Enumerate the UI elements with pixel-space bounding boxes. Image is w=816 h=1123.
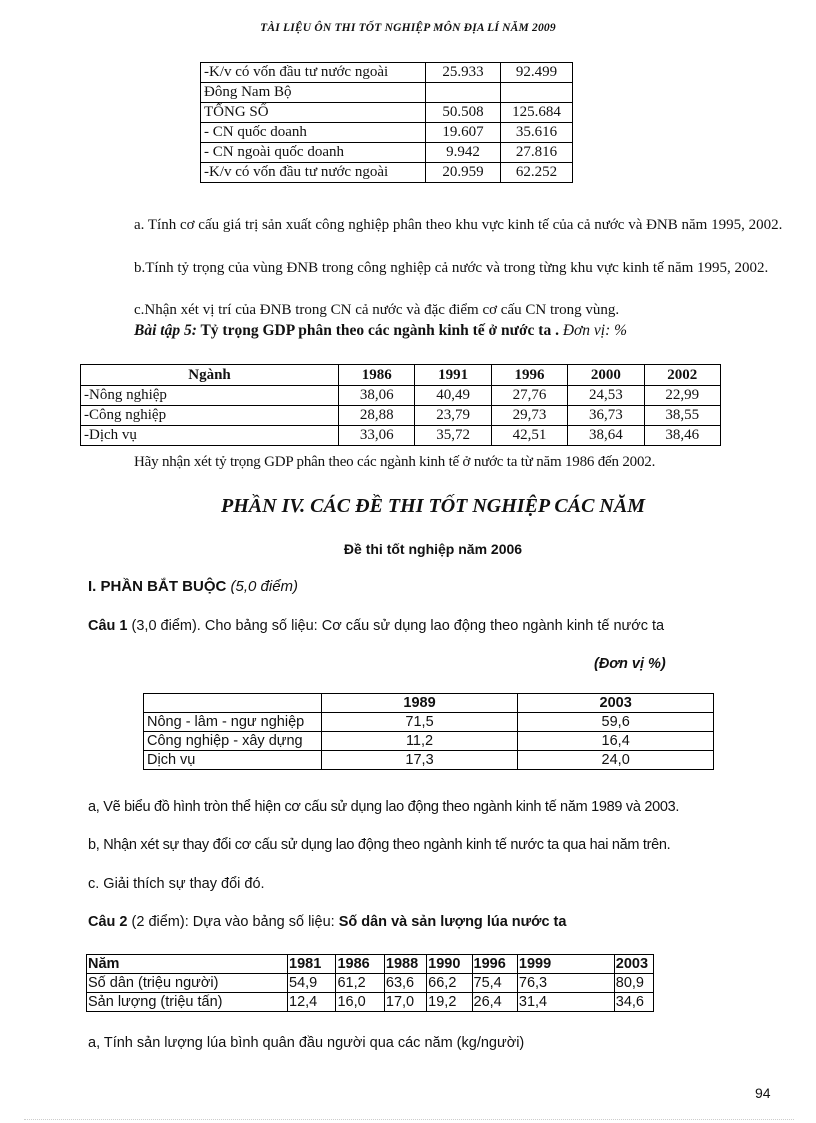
column-header: 1986 (339, 365, 415, 386)
table-cell: -K/v có vốn đầu tư nước ngoài (201, 63, 426, 83)
page-number: 94 (755, 1085, 771, 1101)
table-row (144, 751, 714, 770)
table-cell: 24,0 (518, 751, 714, 770)
table-row (201, 123, 573, 143)
table-header-row (144, 694, 714, 713)
table-cell: 42,51 (491, 426, 567, 446)
question-c: c.Nhận xét vị trí của ĐNB trong CN cả nước và đặc điểm cơ cấu CN trong vùng. (134, 302, 620, 318)
table-cell: Nông - lâm - ngư nghiệp (144, 713, 322, 732)
table-cell: 12,4 (288, 993, 336, 1012)
table-cell: 19,2 (427, 993, 472, 1012)
column-header: 2000 (568, 365, 644, 386)
table-cell: 66,2 (427, 974, 472, 993)
table-row (81, 426, 721, 446)
question-2-title: Số dân và sản lượng lúa nước ta (338, 914, 567, 930)
question-2-text: (2 điểm): Dựa vào bảng số liệu: (127, 914, 339, 930)
table-cell: 50.508 (426, 103, 501, 123)
table-cell: 75,4 (472, 974, 517, 993)
table-header-row (81, 365, 721, 386)
table-cell: -Dịch vụ (81, 426, 339, 446)
table-cell: - CN ngoài quốc doanh (201, 143, 426, 163)
question-a: a. Tính cơ cấu giá trị sản xuất công nghiệp phân theo khu vực kinh tế của cả nước và ĐNB năm 1995, 2002. (134, 217, 783, 233)
table-cell: 11,2 (321, 732, 518, 751)
table-cell: 22,99 (644, 386, 720, 406)
table-cell: - CN quốc doanh (201, 123, 426, 143)
question-2-label: Câu 2 (88, 914, 128, 930)
column-header: 2002 (644, 365, 720, 386)
question-1-b: b, Nhận xét sự thay đổi cơ cấu sử dụng lao động theo ngành kinh tế nước ta qua hai năm trên. (88, 837, 671, 853)
labor-structure-table (143, 693, 714, 770)
table-cell: 61,2 (336, 974, 384, 993)
column-header: Năm (87, 955, 288, 974)
question-1-label: Câu 1 (88, 618, 128, 634)
table-cell: 34,6 (614, 993, 653, 1012)
population-rice-table (86, 954, 654, 1012)
column-header: 1981 (288, 955, 336, 974)
table-cell: Đông Nam Bộ (201, 83, 426, 103)
question-2-a: a, Tính sản lượng lúa bình quân đầu người qua các năm (kg/người) (88, 1035, 525, 1051)
table-row (87, 993, 654, 1012)
question-2-intro (88, 914, 808, 930)
column-header: 1991 (415, 365, 491, 386)
exercise-title: Tỷ trọng GDP phân theo các ngành kinh tế ở nước ta . (196, 322, 563, 339)
question-1-text: (3,0 điểm). Cho bảng số liệu: Cơ cấu sử dụng lao động theo ngành kinh tế nước ta (127, 618, 665, 634)
table-cell: 27.816 (501, 143, 573, 163)
table-row (81, 386, 721, 406)
column-header: 1996 (491, 365, 567, 386)
question-1-intro (88, 618, 808, 634)
table-cell: 33,06 (339, 426, 415, 446)
table-cell: 38,64 (568, 426, 644, 446)
table-cell: 40,49 (415, 386, 491, 406)
page-bottom-divider (24, 1119, 794, 1120)
table-cell: 38,55 (644, 406, 720, 426)
column-header: Ngành (81, 365, 339, 386)
table-cell: Công nghiệp - xây dựng (144, 732, 322, 751)
table-row (201, 63, 573, 83)
exercise-unit: Đơn vị: % (562, 322, 628, 339)
table-row (87, 974, 654, 993)
table-cell: -Công nghiệp (81, 406, 339, 426)
table-cell: -Nông nghiệp (81, 386, 339, 406)
table-cell: 59,6 (518, 713, 714, 732)
table-cell: 9.942 (426, 143, 501, 163)
table-header-row (87, 955, 654, 974)
table-cell: 20.959 (426, 163, 501, 183)
section-points: (5,0 điểm) (230, 578, 299, 595)
table-cell: 17,0 (384, 993, 426, 1012)
column-header: 1999 (517, 955, 614, 974)
table-cell: 63,6 (384, 974, 426, 993)
table-cell: 17,3 (321, 751, 518, 770)
question-1-a: a, Vẽ biểu đồ hình tròn thể hiện cơ cấu sử dụng lao động theo ngành kinh tế năm 1989 và 2003. (88, 799, 680, 815)
table-cell: 23,79 (415, 406, 491, 426)
column-header (144, 694, 322, 713)
table-cell: TỔNG SỐ (201, 103, 426, 123)
table-cell: Dịch vụ (144, 751, 322, 770)
part-4-title: PHẦN IV. CÁC ĐỀ THI TỐT NGHIỆP CÁC NĂM (221, 495, 645, 517)
column-header: 1989 (321, 694, 518, 713)
column-header: 2003 (518, 694, 714, 713)
column-header: 1988 (384, 955, 426, 974)
question-1-unit: (Đơn vị %) (594, 656, 666, 672)
table-cell (501, 83, 573, 103)
exercise-label: Bài tập 5: (134, 322, 197, 339)
table-cell: 19.607 (426, 123, 501, 143)
table-cell: Số dân (triệu người) (87, 974, 288, 993)
column-header: 1996 (472, 955, 517, 974)
table-cell: 36,73 (568, 406, 644, 426)
table-cell: 80,9 (614, 974, 653, 993)
exercise-5-task: Hãy nhận xét tỷ trọng GDP phân theo các ngành kinh tế ở nước ta từ năm 1986 đến 2002. (134, 454, 656, 470)
table-cell: 125.684 (501, 103, 573, 123)
table-cell: Sản lượng (triệu tấn) (87, 993, 288, 1012)
table-cell: 28,88 (339, 406, 415, 426)
page-header: TÀI LIỆU ÔN THI TỐT NGHIỆP MÔN ĐỊA LÍ NĂM 2009 (260, 22, 556, 34)
table-row (81, 406, 721, 426)
table-cell: 25.933 (426, 63, 501, 83)
question-1-c: c. Giải thích sự thay đổi đó. (88, 876, 265, 892)
table-row (201, 83, 573, 103)
column-header: 1986 (336, 955, 384, 974)
table-cell: 38,46 (644, 426, 720, 446)
exam-title: Đề thi tốt nghiệp năm 2006 (343, 541, 523, 557)
table-cell: 76,3 (517, 974, 614, 993)
table-cell: 62.252 (501, 163, 573, 183)
table-cell: 71,5 (321, 713, 518, 732)
table-row (201, 103, 573, 123)
table-cell: 31,4 (517, 993, 614, 1012)
question-b: b.Tính tỷ trọng của vùng ĐNB trong công nghiệp cả nước và trong từng khu vực kinh tế năm 1995, 2002. (134, 260, 769, 276)
table-cell: 38,06 (339, 386, 415, 406)
industry-table (200, 62, 573, 183)
table-cell (426, 83, 501, 103)
table-cell: 29,73 (491, 406, 567, 426)
column-header: 1990 (427, 955, 472, 974)
table-cell: 35.616 (501, 123, 573, 143)
table-cell: 26,4 (472, 993, 517, 1012)
table-row (201, 163, 573, 183)
table-row (144, 732, 714, 751)
column-header: 2003 (614, 955, 653, 974)
table-cell: 24,53 (568, 386, 644, 406)
section-label: I. PHẦN BẮT BUỘC (88, 578, 227, 595)
table-cell: 27,76 (491, 386, 567, 406)
section-heading (88, 578, 298, 595)
table-cell: 92.499 (501, 63, 573, 83)
table-cell: -K/v có vốn đầu tư nước ngoài (201, 163, 426, 183)
exercise-5-heading (134, 320, 803, 341)
table-cell: 35,72 (415, 426, 491, 446)
gdp-table (80, 364, 721, 446)
table-cell: 54,9 (288, 974, 336, 993)
table-cell: 16,0 (336, 993, 384, 1012)
table-row (144, 713, 714, 732)
table-cell: 16,4 (518, 732, 714, 751)
table-row (201, 143, 573, 163)
